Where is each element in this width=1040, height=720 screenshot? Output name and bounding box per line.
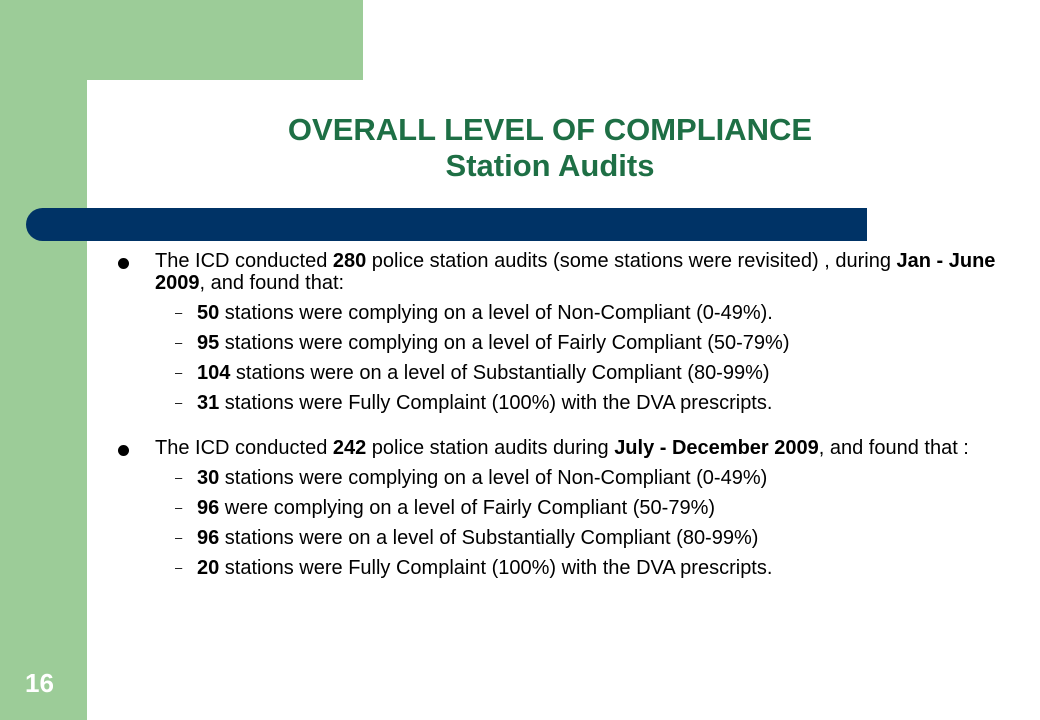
title-divider-bar — [26, 208, 867, 241]
title-main: OVERALL LEVEL OF COMPLIANCE — [287, 112, 813, 147]
title-subtitle: Station Audits — [445, 147, 655, 183]
item-text: stations were on a level of Substantially Compliant (80-99%) — [230, 362, 770, 384]
station-count: 20 — [197, 557, 220, 579]
text-run: The ICD conducted — [155, 250, 333, 272]
dash-icon: – — [175, 365, 183, 380]
audit-count: 280 — [332, 250, 367, 272]
audit-count: 242 — [332, 437, 367, 459]
station-count: 50 — [197, 302, 220, 324]
slide-title — [185, 112, 915, 183]
text-run: police station audits during — [366, 437, 615, 459]
station-count: 104 — [197, 362, 231, 384]
list-item — [118, 497, 998, 519]
text-run: , and found that: — [199, 272, 345, 294]
dash-icon: – — [175, 305, 183, 320]
station-count: 96 — [197, 497, 220, 519]
period: Jan - June 2009 — [155, 250, 996, 294]
station-count: 30 — [197, 467, 220, 489]
dash-icon: – — [175, 470, 183, 485]
page-number: 16 — [25, 668, 54, 698]
slide-content — [118, 250, 998, 602]
bullet-dot-icon — [118, 258, 129, 269]
bullet-july-december — [118, 437, 998, 579]
item-text: stations were Fully Complaint (100%) with the DVA prescripts. — [219, 557, 773, 579]
list-item — [118, 467, 998, 489]
text-run: The ICD conducted — [155, 437, 333, 459]
list-item — [118, 362, 998, 384]
list-item — [118, 392, 998, 414]
item-text: stations were on a level of Substantially Compliant (80-99%) — [219, 527, 759, 549]
list-item — [118, 527, 998, 549]
left-green-strip — [0, 0, 87, 720]
dash-icon: – — [175, 530, 183, 545]
dash-icon: – — [175, 335, 183, 350]
item-text: stations were Fully Complaint (100%) with the DVA prescripts. — [219, 392, 773, 414]
text-run: , and found that : — [818, 437, 969, 459]
bullet-dot-icon — [118, 445, 129, 456]
dash-icon: – — [175, 395, 183, 410]
text-run: police station audits (some stations were revisited) , during — [366, 250, 897, 272]
period: July - December 2009 — [614, 437, 819, 459]
station-count: 96 — [197, 527, 220, 549]
station-count: 95 — [197, 332, 220, 354]
station-count: 31 — [197, 392, 220, 414]
dash-icon: – — [175, 560, 183, 575]
bullet-jan-june — [118, 250, 998, 414]
item-text: stations were complying on a level of Non-Compliant (0-49%) — [219, 467, 768, 489]
item-text: stations were complying on a level of Non-Compliant (0-49%). — [219, 302, 773, 324]
list-item — [118, 332, 998, 354]
dash-icon: – — [175, 500, 183, 515]
item-text: were complying on a level of Fairly Compliant (50-79%) — [219, 497, 716, 519]
list-item — [118, 557, 998, 579]
top-green-block — [0, 0, 363, 80]
item-text: stations were complying on a level of Fairly Compliant (50-79%) — [219, 332, 790, 354]
bullet-text — [118, 437, 998, 459]
bullet-text — [118, 250, 998, 294]
list-item — [118, 302, 998, 324]
